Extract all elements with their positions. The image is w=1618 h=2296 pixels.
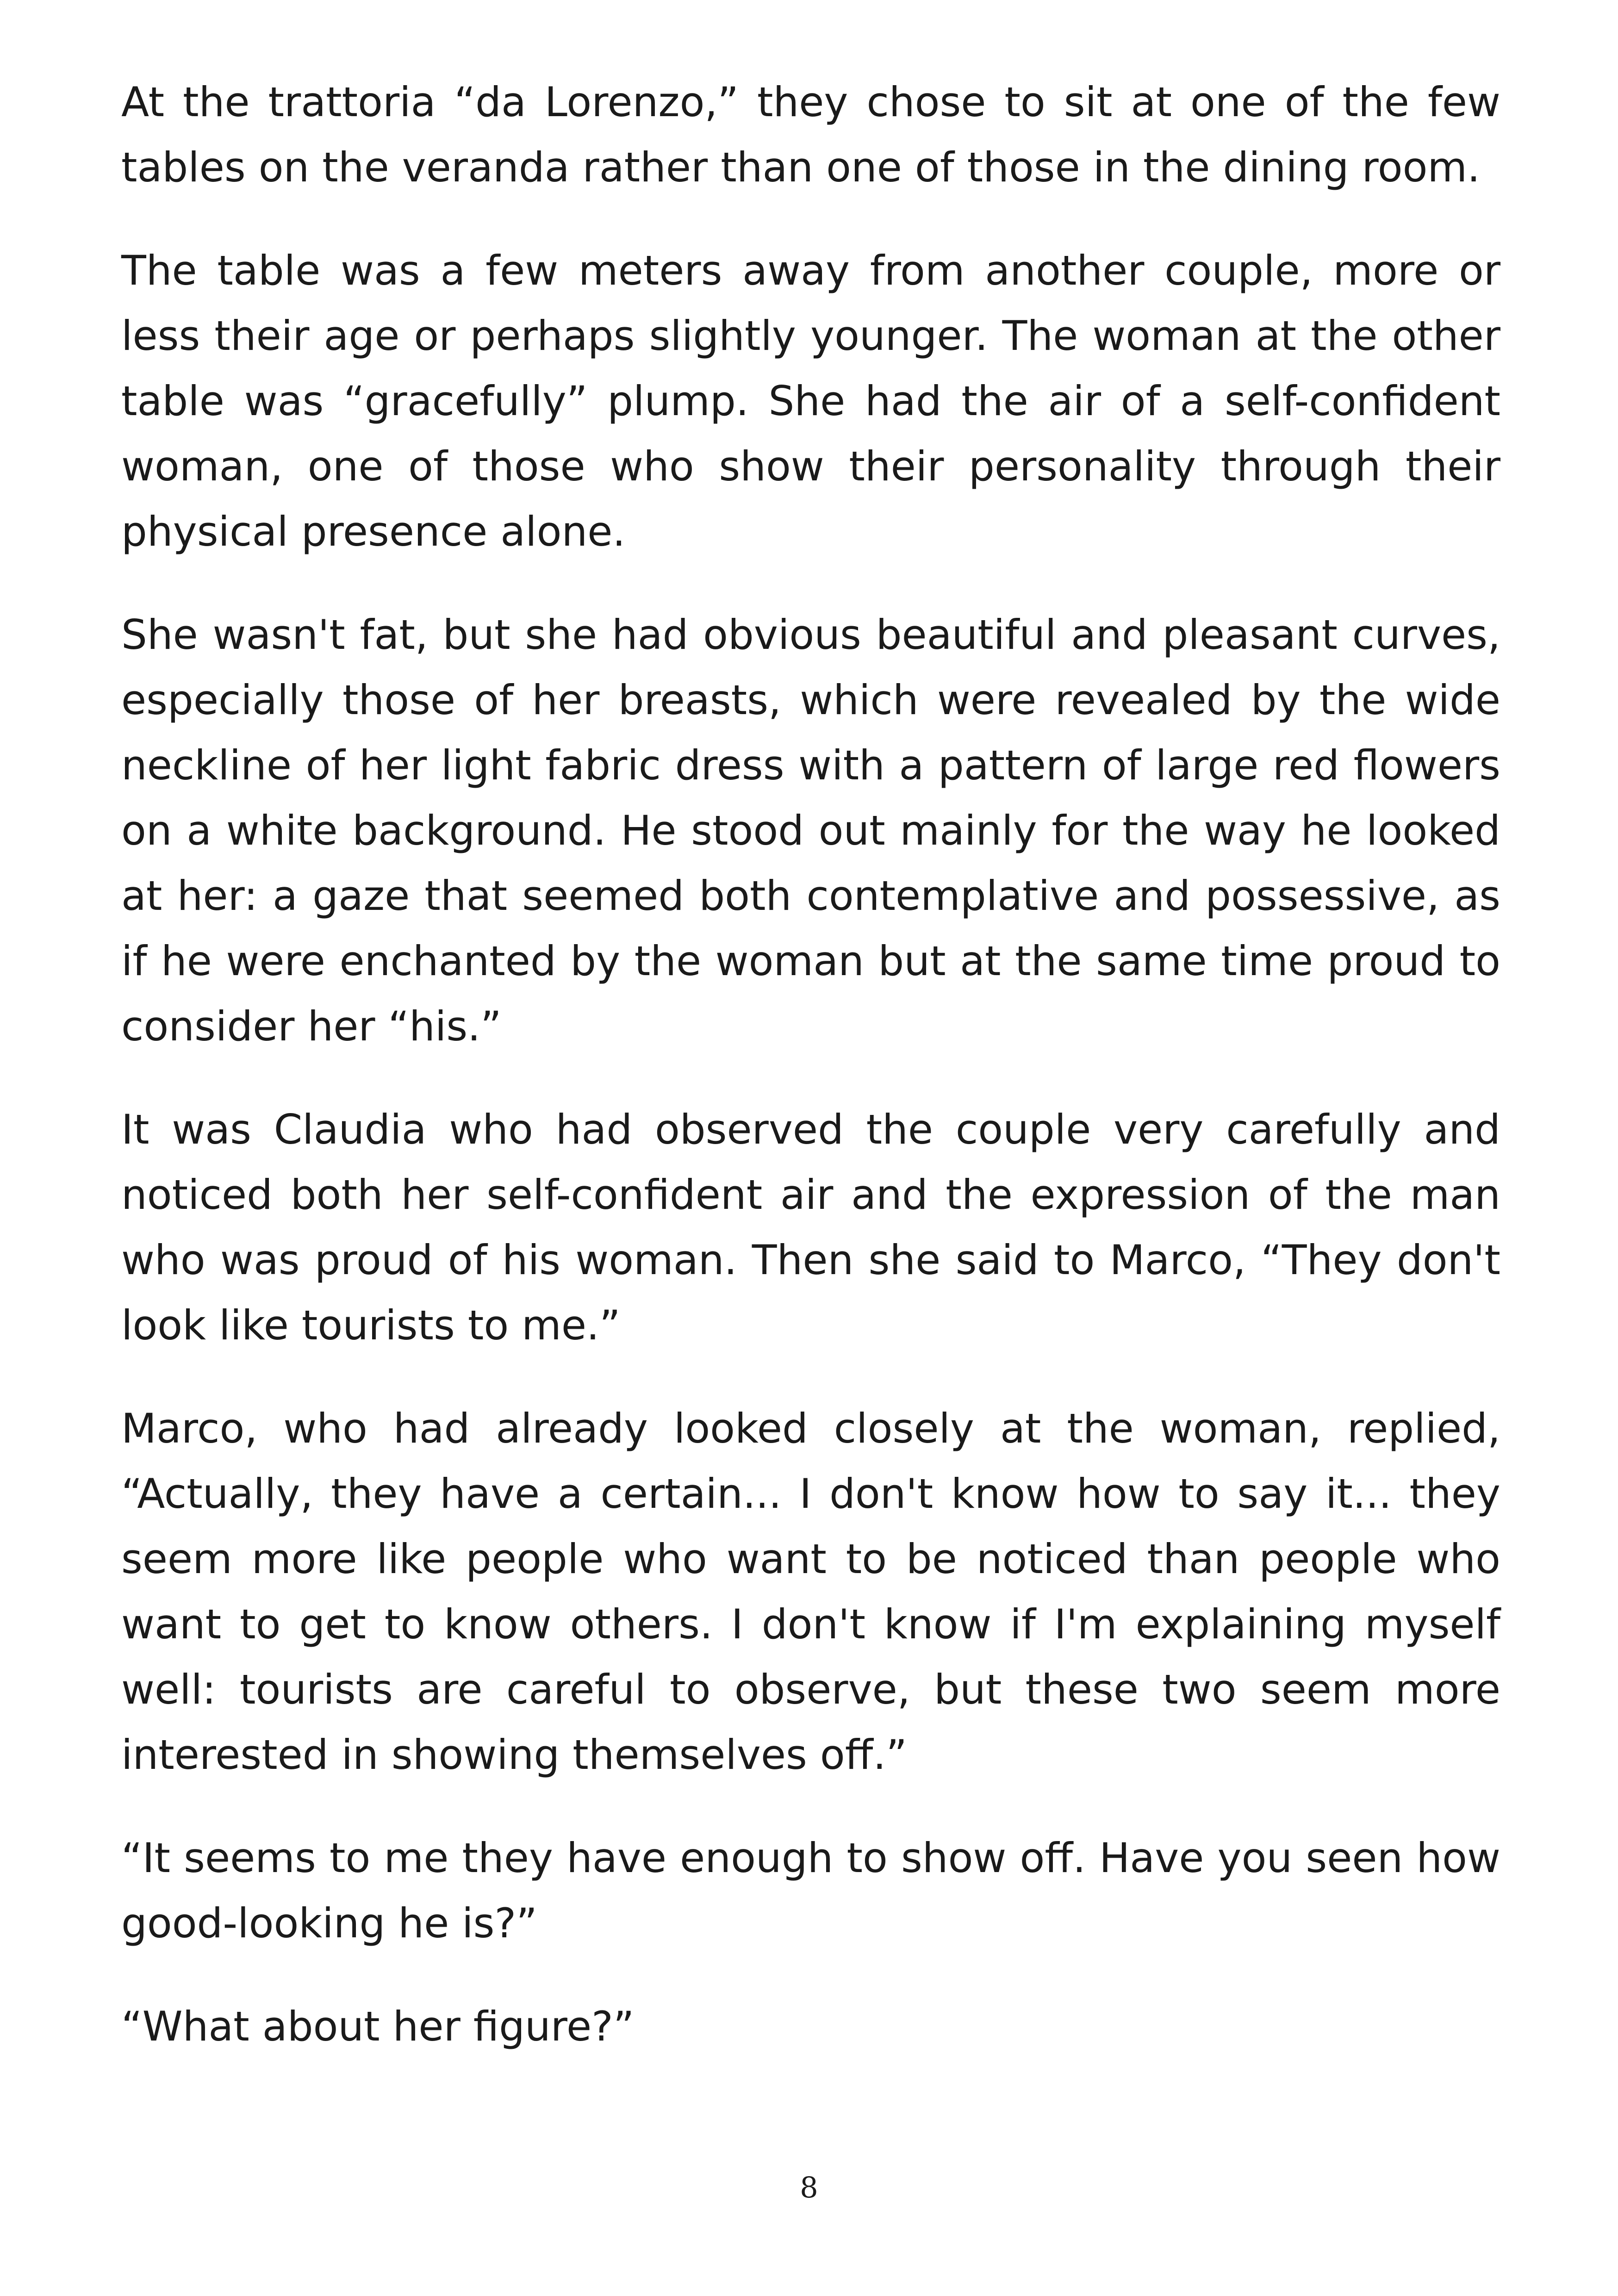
paragraph-2: The table was a few meters away from another couple, more or less their age or perhaps slightly younger. The woman at the other table was “gracefully” plump. She had the air of a self-confident woman, one of those who show their personality through their physical presence alone. bbox=[121, 247, 1500, 555]
paragraph-6: “It seems to me they have enough to show off. Have you seen how good-looking he is?” bbox=[121, 1834, 1500, 1947]
body-text bbox=[121, 69, 1500, 2097]
paragraph-7: “What about her figure?” bbox=[121, 2003, 635, 2050]
paragraph-3: She wasn't fat, but she had obvious beautiful and pleasant curves, especially those of her breasts, which were revealed by the wide neckline of her light fabric dress with a pattern of large red flowers on a white background. He stood out mainly for the way he looked at her: a gaze that seemed both contemplative and possessive, as if he were enchanted by the woman but at the same time proud to consider her “his.” bbox=[121, 611, 1500, 1050]
page-number: 8 bbox=[800, 2171, 818, 2204]
paragraph-4: It was Claudia who had observed the couple very carefully and noticed both her self-confident air and the expression of the man who was proud of his woman. Then she said to Marco, “They don't look like tourists to me.” bbox=[121, 1106, 1500, 1349]
paragraph-5: Marco, who had already looked closely at the woman, replied, “Actually, they have a certain... I don't know how to say it... they seem more like people who want to be noticed than people who want to get to know others. I don't know if I'm explaining myself well: tourists are careful to observe, but these two seem more interested in showing themselves off.” bbox=[121, 1405, 1500, 1779]
paragraph-1: At the trattoria “da Lorenzo,” they chose to sit at one of the few tables on the veranda rather than one of those in the dining room. bbox=[121, 78, 1500, 191]
